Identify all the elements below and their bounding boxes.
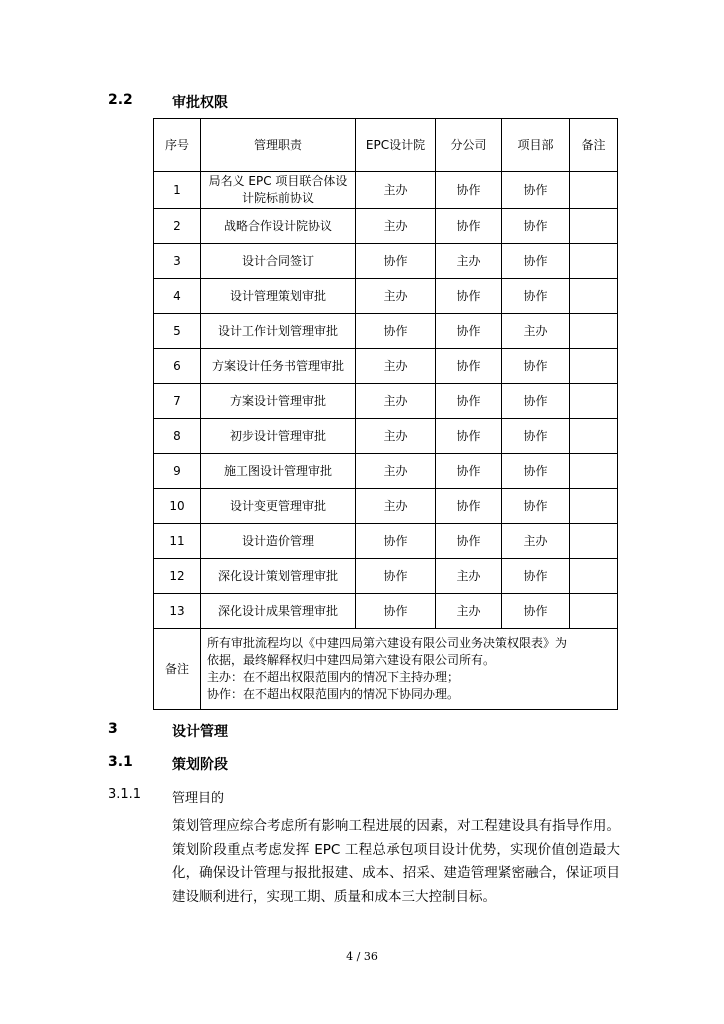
section-title: 设计管理 xyxy=(172,724,228,740)
cell-branch: 主办 xyxy=(436,559,502,594)
cell-project: 主办 xyxy=(502,314,570,349)
table-row xyxy=(154,244,618,279)
cell-branch: 主办 xyxy=(436,244,502,279)
table-row xyxy=(154,172,618,209)
table-row xyxy=(154,489,618,524)
cell-no: 13 xyxy=(154,594,201,629)
table-row xyxy=(154,384,618,419)
table-row xyxy=(154,349,618,384)
cell-duty: 局名义 EPC 项目联合体设计院标前协议 xyxy=(201,172,356,209)
cell-duty: 设计变更管理审批 xyxy=(201,489,356,524)
cell-no: 11 xyxy=(154,524,201,559)
table-row xyxy=(154,594,618,629)
note-label: 备注 xyxy=(154,629,201,710)
cell-duty: 战略合作设计院协议 xyxy=(201,209,356,244)
header-cell: 备注 xyxy=(570,119,618,172)
cell-no: 12 xyxy=(154,559,201,594)
note-text xyxy=(201,629,618,710)
table-row xyxy=(154,559,618,594)
cell-project: 协作 xyxy=(502,489,570,524)
section-number: 3.1 xyxy=(108,754,133,770)
section-number: 3.1.1 xyxy=(108,787,142,802)
cell-no: 2 xyxy=(154,209,201,244)
cell-branch: 协作 xyxy=(436,172,502,209)
cell-duty: 深化设计策划管理审批 xyxy=(201,559,356,594)
table-row xyxy=(154,314,618,349)
header-cell: EPC设计院 xyxy=(356,119,436,172)
cell-remark xyxy=(570,384,618,419)
cell-branch: 协作 xyxy=(436,489,502,524)
header-cell: 项目部 xyxy=(502,119,570,172)
cell-epc: 主办 xyxy=(356,384,436,419)
note-line: 主办：在不超出权限范围内的情况下主持办理； xyxy=(207,670,460,684)
table-row xyxy=(154,524,618,559)
cell-branch: 协作 xyxy=(436,419,502,454)
body-paragraph: 策划管理应综合考虑所有影响工程进展的因素，对工程建设具有指导作用。策划阶段重点考虑发挥 EPC 工程总承包项目设计优势，实现价值创造最大化，确保设计管理与报批报建、成本、招采、建造管理紧密融合，保证项目建设顺利进行，实现工期、质量和成本三大控制目标。 xyxy=(172,818,620,905)
table-note-row xyxy=(154,629,618,710)
cell-remark xyxy=(570,314,618,349)
cell-project: 协作 xyxy=(502,209,570,244)
cell-no: 6 xyxy=(154,349,201,384)
cell-no: 5 xyxy=(154,314,201,349)
cell-duty: 方案设计任务书管理审批 xyxy=(201,349,356,384)
cell-remark xyxy=(570,349,618,384)
cell-no: 1 xyxy=(154,172,201,209)
cell-epc: 主办 xyxy=(356,489,436,524)
note-line: 协作：在不超出权限范围内的情况下协同办理。 xyxy=(207,687,460,701)
cell-duty: 设计造价管理 xyxy=(201,524,356,559)
section-number: 3 xyxy=(108,721,118,737)
cell-branch: 协作 xyxy=(436,524,502,559)
cell-epc: 主办 xyxy=(356,172,436,209)
cell-branch: 协作 xyxy=(436,279,502,314)
cell-epc: 主办 xyxy=(356,279,436,314)
cell-project: 协作 xyxy=(502,279,570,314)
cell-remark xyxy=(570,279,618,314)
header-cell: 序号 xyxy=(154,119,201,172)
cell-branch: 协作 xyxy=(436,454,502,489)
cell-epc: 主办 xyxy=(356,454,436,489)
header-cell: 分公司 xyxy=(436,119,502,172)
cell-project: 协作 xyxy=(502,172,570,209)
cell-remark xyxy=(570,489,618,524)
cell-no: 3 xyxy=(154,244,201,279)
cell-epc: 协作 xyxy=(356,314,436,349)
cell-epc: 协作 xyxy=(356,559,436,594)
cell-remark xyxy=(570,454,618,489)
table-header-row xyxy=(154,119,618,172)
cell-remark xyxy=(570,209,618,244)
cell-duty: 设计合同签订 xyxy=(201,244,356,279)
cell-branch: 协作 xyxy=(436,384,502,419)
cell-project: 协作 xyxy=(502,454,570,489)
cell-epc: 协作 xyxy=(356,594,436,629)
cell-epc: 协作 xyxy=(356,524,436,559)
cell-duty: 初步设计管理审批 xyxy=(201,419,356,454)
cell-epc: 主办 xyxy=(356,349,436,384)
header-cell: 管理职责 xyxy=(201,119,356,172)
cell-remark xyxy=(570,419,618,454)
cell-remark xyxy=(570,172,618,209)
cell-remark xyxy=(570,244,618,279)
cell-duty: 设计管理策划审批 xyxy=(201,279,356,314)
cell-duty: 设计工作计划管理审批 xyxy=(201,314,356,349)
cell-branch: 协作 xyxy=(436,209,502,244)
table-row xyxy=(154,454,618,489)
cell-epc: 主办 xyxy=(356,209,436,244)
cell-duty: 方案设计管理审批 xyxy=(201,384,356,419)
approval-table xyxy=(153,118,618,710)
cell-project: 协作 xyxy=(502,419,570,454)
section-title: 审批权限 xyxy=(172,95,228,111)
cell-branch: 主办 xyxy=(436,594,502,629)
cell-duty: 施工图设计管理审批 xyxy=(201,454,356,489)
table-row xyxy=(154,419,618,454)
cell-remark xyxy=(570,594,618,629)
cell-no: 7 xyxy=(154,384,201,419)
cell-branch: 协作 xyxy=(436,314,502,349)
cell-project: 协作 xyxy=(502,594,570,629)
cell-no: 10 xyxy=(154,489,201,524)
note-line: 依据，最终解释权归中建四局第六建设有限公司所有。 xyxy=(207,653,496,667)
cell-branch: 协作 xyxy=(436,349,502,384)
section-number: 2.2 xyxy=(108,92,133,108)
cell-project: 主办 xyxy=(502,524,570,559)
table-row xyxy=(154,279,618,314)
cell-project: 协作 xyxy=(502,349,570,384)
cell-remark xyxy=(570,559,618,594)
page-number: 4 / 36 xyxy=(346,950,378,963)
cell-no: 4 xyxy=(154,279,201,314)
cell-epc: 主办 xyxy=(356,419,436,454)
cell-remark xyxy=(570,524,618,559)
cell-no: 8 xyxy=(154,419,201,454)
section-title: 策划阶段 xyxy=(172,757,228,773)
cell-epc: 协作 xyxy=(356,244,436,279)
cell-no: 9 xyxy=(154,454,201,489)
cell-duty: 深化设计成果管理审批 xyxy=(201,594,356,629)
cell-project: 协作 xyxy=(502,384,570,419)
cell-project: 协作 xyxy=(502,559,570,594)
table-row xyxy=(154,209,618,244)
note-line: 所有审批流程均以《中建四局第六建设有限公司业务决策权限表》为 xyxy=(207,636,568,650)
section-title: 管理目的 xyxy=(172,791,225,806)
cell-project: 协作 xyxy=(502,244,570,279)
